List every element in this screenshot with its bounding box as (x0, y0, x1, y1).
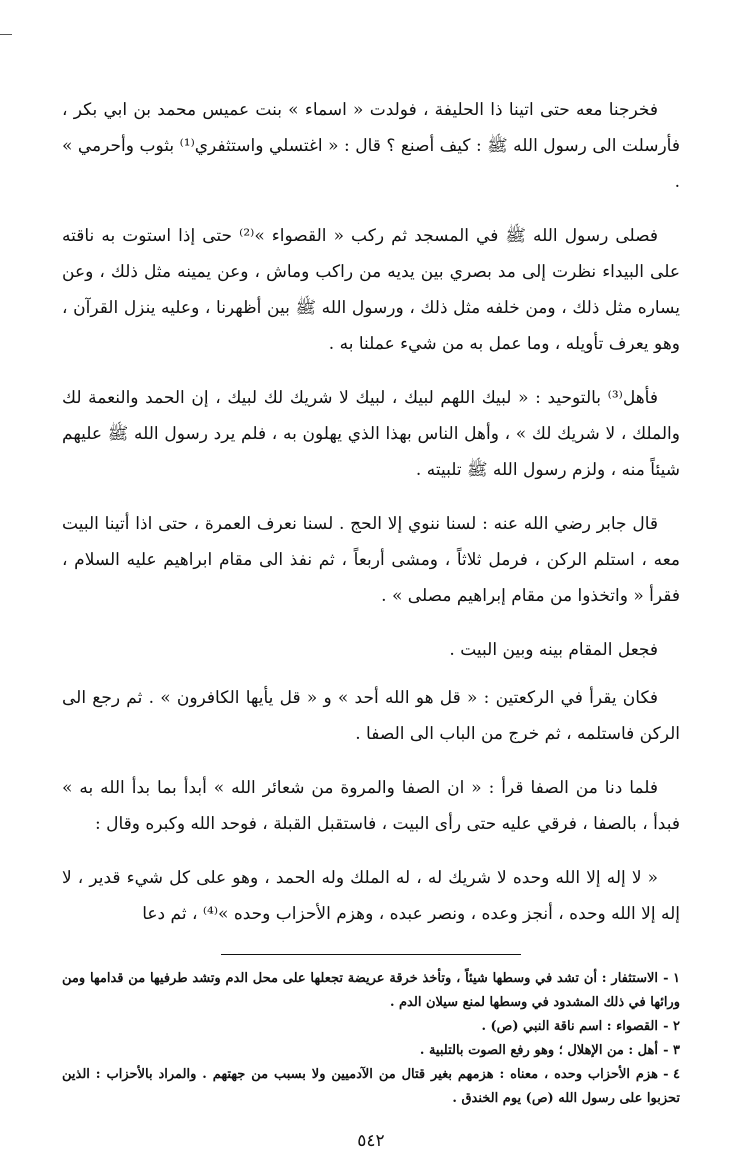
footnote-text: أهل : من الإهلال ؛ وهو رفع الصوت بالتلبية . (419, 1043, 658, 1058)
paragraph-7: فلما دنا من الصفا قرأ : « ان الصفا والمروة من شعائر الله » أبدأ بما بدأ الله به » فبدأ ، بالصفا ، فرقي عليه حتى رأى البيت ، فاستقبل القبلة ، فوحد الله وكبره وقال : (62, 778, 680, 834)
paragraph-8: « لا إله إلا الله وحده لا شريك له ، له الملك وله الحمد ، وهو على كل شيء قدير ، لا إله إلا الله وحده ، أنجز وعده ، ونصر عبده ، وهزم الأحزاب وحده »⁽⁴⁾ ، ثم دعا (62, 868, 680, 924)
book-page (62, 92, 680, 1151)
footnote-4 (62, 1063, 680, 1111)
paragraph-6: فكان يقرأ في الركعتين : « قل هو الله أحد » و « قل يأيها الكافرون » . ثم رجع الى الركن فاستلمه ، ثم خرج من الباب الى الصفا . (62, 688, 680, 744)
footnote-divider (221, 954, 521, 955)
scan-edge-mark (0, 34, 12, 35)
footnote-number: ١ - (663, 971, 680, 986)
paragraph-5: فجعل المقام بينه وبين البيت . (449, 640, 658, 660)
footnote-text: الاستثفار : أن تشد في وسطها شيئاً ، وتأخذ خرقة عريضة تجعلها على محل الدم وتشد طرفيها من قدامها ومن ورائها في ذلك المشدود في وسطها لمنع سيلان الدم . (62, 971, 680, 1010)
footnote-text: هزم الأحزاب وحده ، معناه : هزمهم بغير قتال من الآدميين ولا بسبب من جهتهم . والمراد بالأحزاب : الذين تحزبوا على رسول الله (ص) يوم الخندق . (62, 1067, 680, 1106)
footnote-1 (62, 967, 680, 1015)
footnote-2 (62, 1015, 680, 1039)
footnote-number: ٢ - (663, 1019, 680, 1034)
footnote-number: ٣ - (663, 1043, 680, 1058)
footnote-text: القصواء : اسم ناقة النبي (ص) . (481, 1019, 658, 1034)
footnote-number: ٤ - (663, 1067, 680, 1082)
page-number: ٥٤٢ (357, 1131, 385, 1151)
paragraph-4: قال جابر رضي الله عنه : لسنا ننوي إلا الحج . لسنا نعرف العمرة ، حتى اذا أتينا البيت معه ، استلم الركن ، فرمل ثلاثاً ، ومشى أربعاً ، ثم نفذ الى مقام ابراهيم عليه السلام ، فقرأ « واتخذوا من مقام إبراهيم مصلى » . (62, 514, 680, 606)
paragraph-2: فصلى رسول الله ﷺ في المسجد ثم ركب « القصواء »⁽²⁾ حتى إذا استوت به ناقته على البيداء نظرت إلى مد بصري بين يديه من راكب وماش ، وعن يمينه مثل ذلك ، وعن يساره مثل ذلك ، ومن خلفه مثل ذلك ، ورسول الله ﷺ بين أظهرنا ، وعليه ينزل القرآن ، وهو يعرف تأويله ، وما عمل به من شيء عملنا به . (62, 226, 680, 354)
footnote-3 (62, 1039, 680, 1063)
paragraph-1: فخرجنا معه حتى اتينا ذا الحليفة ، فولدت « اسماء » بنت عميس محمد بن ابي بكر ، فأرسلت الى رسول الله ﷺ : كيف أصنع ؟ قال : « اغتسلي واستثفري⁽¹⁾ بثوب وأحرمي » . (62, 100, 680, 192)
footnotes (62, 967, 680, 1111)
paragraph-3: فأهل⁽³⁾ بالتوحيد : « لبيك اللهم لبيك ، لبيك لا شريك لك لبيك ، إن الحمد والنعمة لك والملك ، لا شريك لك » ، وأهل الناس بهذا الذي يهلون به ، فلم يرد رسول الله ﷺ عليهم شيئاً منه ، ولزم رسول الله ﷺ تلبيته . (62, 388, 680, 480)
